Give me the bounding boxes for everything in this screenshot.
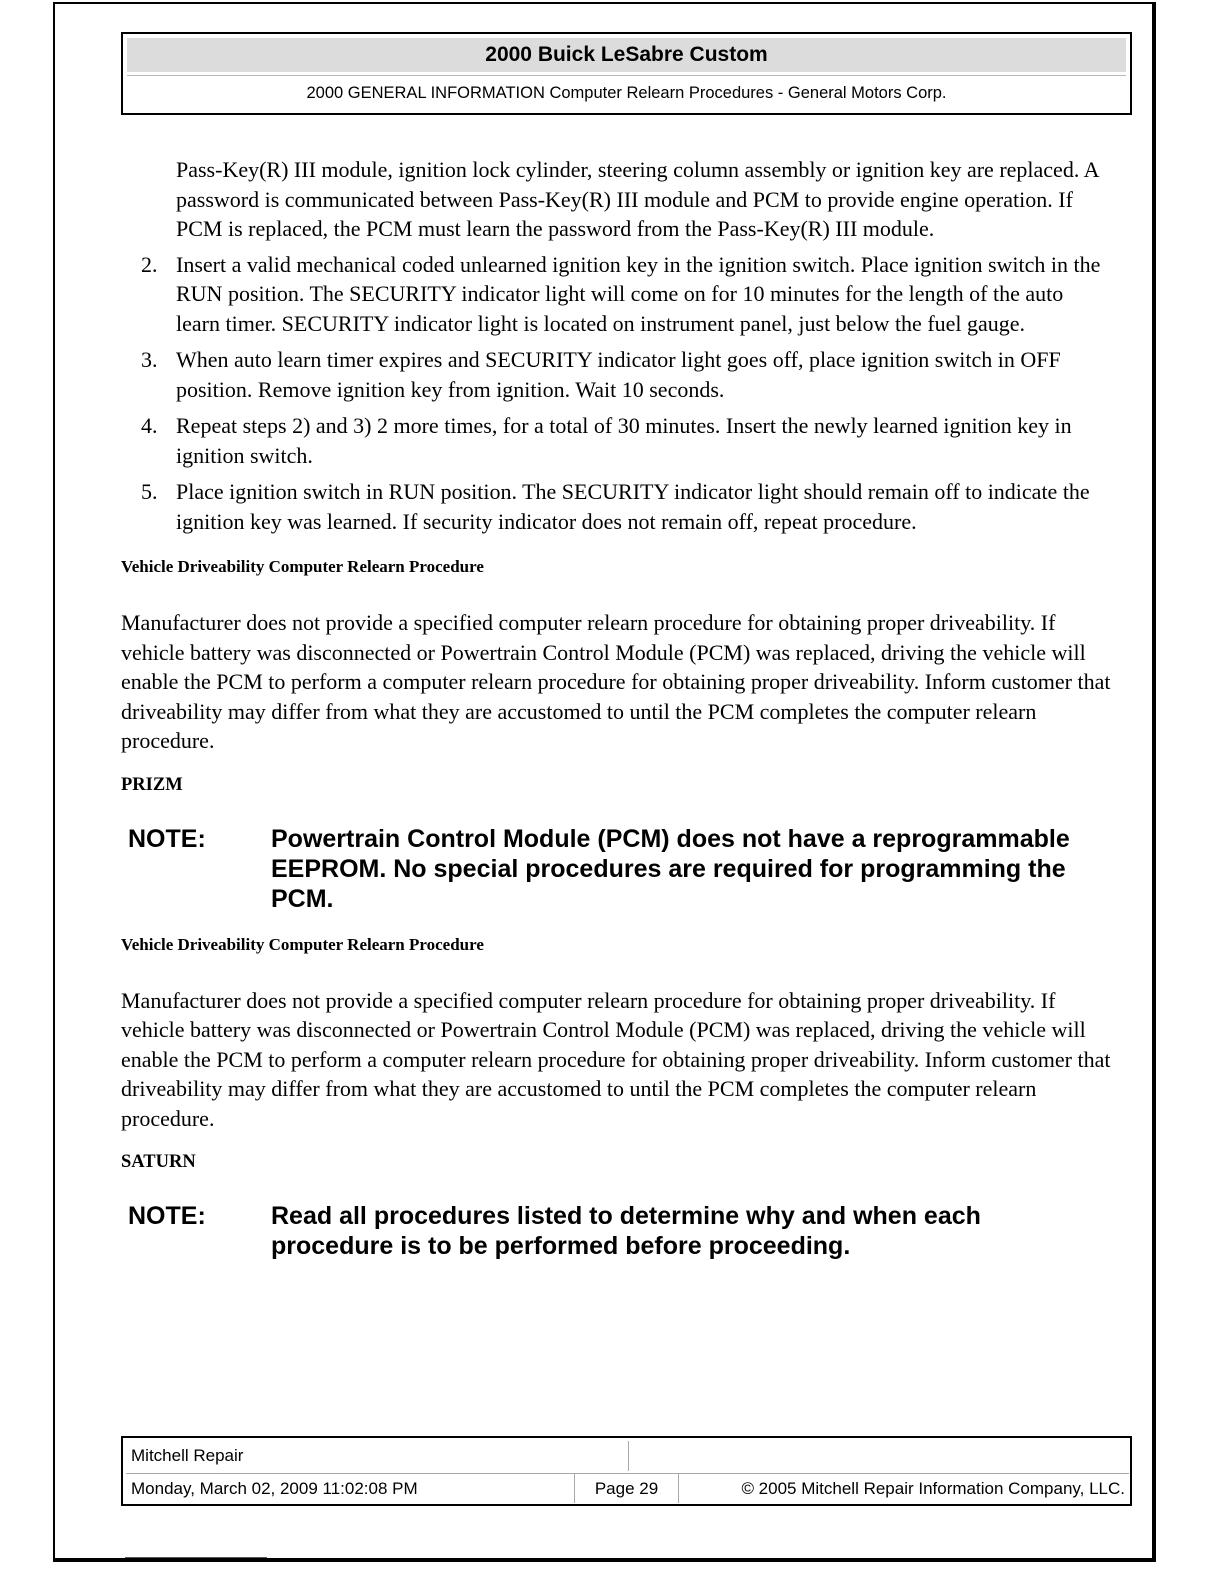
step-number: 2. (141, 251, 158, 277)
driveability-paragraph-1: Manufacturer does not provide a specified computer relearn procedure for obtaining proper driveability. If vehicle battery was disconnected or Powertrain Control Module (PCM) was replaced, driving the vehicle will enable the PCM to perform a computer relearn procedure for obtaining proper driveability. Inform customer that driveability may differ from what they are accustomed to until the PCM completes the computer relearn procedure. (121, 610, 1111, 753)
continued-step-text: Pass-Key(R) III module, ignition lock cylinder, steering column assembly or ignition key are replaced. A password is communicated between Pass-Key(R) III module and PCM to provide engine operation. If PCM is replaced, the PCM must learn the password from the Pass-Key(R) III module. (176, 157, 1099, 241)
note-label: NOTE: (128, 824, 206, 853)
list-item (121, 250, 1111, 339)
step-text: Place ignition switch in RUN position. The SECURITY indicator light should remain off to indicate the ignition key was learned. If security indicator does not remain off, repeat procedure. (176, 479, 1090, 534)
footer-copyright: © 2005 Mitchell Repair Information Company, LLC. (679, 1473, 1129, 1503)
step-text: Insert a valid mechanical coded unlearned ignition key in the ignition switch. Place ignition switch in the RUN position. The SECURITY indicator light will come on for 10 minutes for the length of the auto learn timer. SECURITY indicator light is located on instrument panel, just below the fuel gauge. (176, 251, 1101, 336)
procedure-steps (121, 250, 1111, 537)
list-item (121, 345, 1111, 404)
footnote-rule (125, 1557, 267, 1558)
footer-page-number: Page 29 (575, 1473, 679, 1503)
section-heading-saturn: SATURN (121, 1152, 196, 1172)
footer-blank-cell (630, 1441, 1129, 1471)
document-header (121, 32, 1132, 115)
step-number: 4. (141, 413, 158, 438)
footer-company: Mitchell Repair (126, 1441, 629, 1471)
document-footer (121, 1436, 1132, 1506)
section-heading-prizm: PRIZM (121, 774, 183, 795)
list-item (121, 411, 1111, 470)
list-item (121, 477, 1111, 536)
driveability-paragraph-2: Manufacturer does not provide a specified computer relearn procedure for obtaining proper driveability. If vehicle battery was disconnected or Powertrain Control Module (PCM) was replaced, driving the vehicle will enable the PCM to perform a computer relearn procedure for obtaining proper driveability. Inform customer that driveability may differ from what they are accustomed to until the PCM completes the computer relearn procedure. (121, 987, 1111, 1131)
step-text: When auto learn timer expires and SECURITY indicator light goes off, place ignition switch in OFF position. Remove ignition key from ignition. Wait 10 seconds. (176, 347, 1061, 402)
prizm-note (121, 824, 1111, 914)
page-content (121, 155, 1111, 1261)
vehicle-title: 2000 Buick LeSabre Custom (127, 38, 1126, 72)
footer-date: Monday, March 02, 2009 11:02:08 PM (126, 1473, 575, 1503)
note-text: Read all procedures listed to determine why and when each procedure is to be performed before proceeding. (271, 1202, 981, 1260)
saturn-note (121, 1201, 1111, 1261)
section-heading-driveability-1: Vehicle Driveability Computer Relearn Procedure (121, 557, 484, 576)
note-text: Powertrain Control Module (PCM) does not have a reprogrammable EEPROM. No special procedures are required for programming the PCM. (271, 824, 1070, 913)
step-text: Repeat steps 2) and 3) 2 more times, for a total of 30 minutes. Insert the newly learned ignition key in ignition switch. (176, 413, 1072, 468)
step-number: 3. (141, 347, 158, 372)
document-subtitle: 2000 GENERAL INFORMATION Computer Relearn Procedures - General Motors Corp. (127, 75, 1126, 110)
section-heading-driveability-2: Vehicle Driveability Computer Relearn Procedure (121, 934, 484, 954)
step-number: 5. (141, 479, 158, 504)
note-label: NOTE: (128, 1202, 206, 1230)
